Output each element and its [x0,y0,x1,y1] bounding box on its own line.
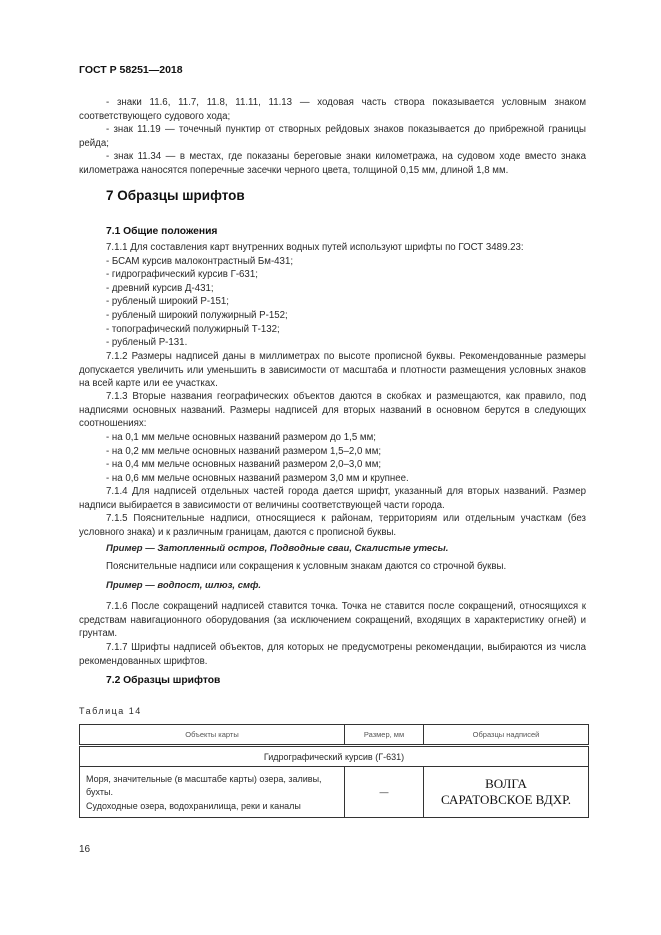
subsection-heading: 7.1 Общие положения [106,226,218,237]
paragraph-7-1-3: 7.1.3 Вторые названия географических объектов даются в скобках и размещаются, как правило, под надписями основных названий. Размеры надписей для вторых названий в основном берутся в следующих соотношениях: [79,391,586,430]
example-note: Пример — Затопленный остров, Подводные сваи, Скалистые утесы. [106,543,449,554]
example-note: Пример — водпост, шлюз, смф. [106,580,262,591]
column-header: Образцы надписей [424,725,589,746]
sample-text: ВОЛГА [485,776,527,791]
paragraph-7-1-2: 7.1.2 Размеры надписей даны в миллиметрах по высоте прописной буквы. Рекомендованные размеры допускается увеличить или уменьшить в зависимости от масштаба и плотности размещения условных знаков на всей карте или ее участках. [79,351,586,390]
size-cell: — [345,767,424,818]
paragraph-7-1-7: 7.1.7 Шрифты надписей объектов, для которых не предусмотрены рекомендации, выбираются из числа рекомендованных шрифтов. [79,642,586,667]
paragraph-7-1-6: 7.1.6 После сокращений надписей ставится точка. Точка не ставится после сокращений, относящихся к средствам навигационного оборудования (за исключением сокращений, входящих в характеристику огней) и грунтам. [79,601,586,640]
objects-cell [80,767,345,818]
font-list-item: - рубленый Р-131. [106,337,188,349]
font-list-item: - рубленый широкий полужирный Р-152; [106,309,288,321]
table-header-row [80,725,589,746]
document-header: ГОСТ Р 58251—2018 [79,64,183,76]
table-caption: Таблица 14 [79,706,142,716]
font-list-item: - рубленый широкий Р-151; [106,296,229,308]
font-list-item: - топографический полужирный Т-132; [106,323,280,335]
font-list-item: - гидрографический курсив Г-631; [106,269,258,281]
ratio-item: - на 0,1 мм мельче основных названий размером до 1,5 мм; [106,432,376,443]
paragraph-7-1-5: 7.1.5 Пояснительные надписи, относящиеся к районам, территориям или отдельным участкам (без условного знака) и к различным границам, даются с прописной буквы. [79,513,586,538]
ratio-item: - на 0,2 мм мельче основных названий размером 1,5–2,0 мм; [106,445,382,457]
font-samples-table [79,724,589,818]
ratio-item: - на 0,4 мм мельче основных названий размером 2,0–3,0 мм; [106,459,382,471]
font-list [79,241,586,350]
intro-item: - знак 11.19 — точечный пунктир от створных рейдовых знаков показывается до прибрежной границы рейда; [79,124,586,149]
intro-item: - знак 11.34 — в местах, где показаны береговые знаки километража, на судовом ходе вместо знака километража наносятся поперечные засечки черного цвета, толщиной 0,15 мм, длиной 1,8 мм. [79,151,586,176]
paragraph-7-1-4: 7.1.4 Для надписей отдельных частей города дается шрифт, указанный для вторых названий. Размер надписи выбирается в зависимости от величины соответствующей части города. [79,486,586,511]
ratio-item: - на 0,6 мм мельче основных названий размером 3,0 мм и крупнее. [106,472,409,484]
sample-text: САРАТОВСКОЕ ВДХР. [441,792,571,807]
subsection-heading: 7.2 Образцы шрифтов [106,675,221,686]
column-header: Объекты карты [80,725,345,746]
ratio-list [79,431,586,485]
object-text: Судоходные озера, водохранилища, реки и каналы [86,801,301,811]
paragraph-7-1-5-note: Пояснительные надписи или сокращения к условным знакам даются со строчной буквы. [106,561,507,572]
object-text: Моря, значительные (в масштабе карты) озера, заливы, бухты. [86,774,322,797]
section-heading: 7 Образцы шрифтов [106,188,245,203]
sample-cell [424,767,589,818]
group-label: Гидрографический курсив (Г-631) [80,746,589,767]
table-row [80,767,589,818]
font-list-item: - древний курсив Д-431; [106,282,214,294]
table-group-row [80,746,589,767]
intro-item: - знаки 11.6, 11.7, 11.8, 11.11, 11.13 — ходовая часть створа показывается условным знаком соответствующего судового хода; [79,97,586,122]
column-header: Размер, мм [345,725,424,746]
font-list-item: - БСАМ курсив малоконтрастный Бм-431; [106,255,294,267]
paragraph-7-1-1: 7.1.1 Для составления карт внутренних водных путей используют шрифты по ГОСТ 3489.23: [106,242,524,253]
page-number: 16 [79,844,91,855]
